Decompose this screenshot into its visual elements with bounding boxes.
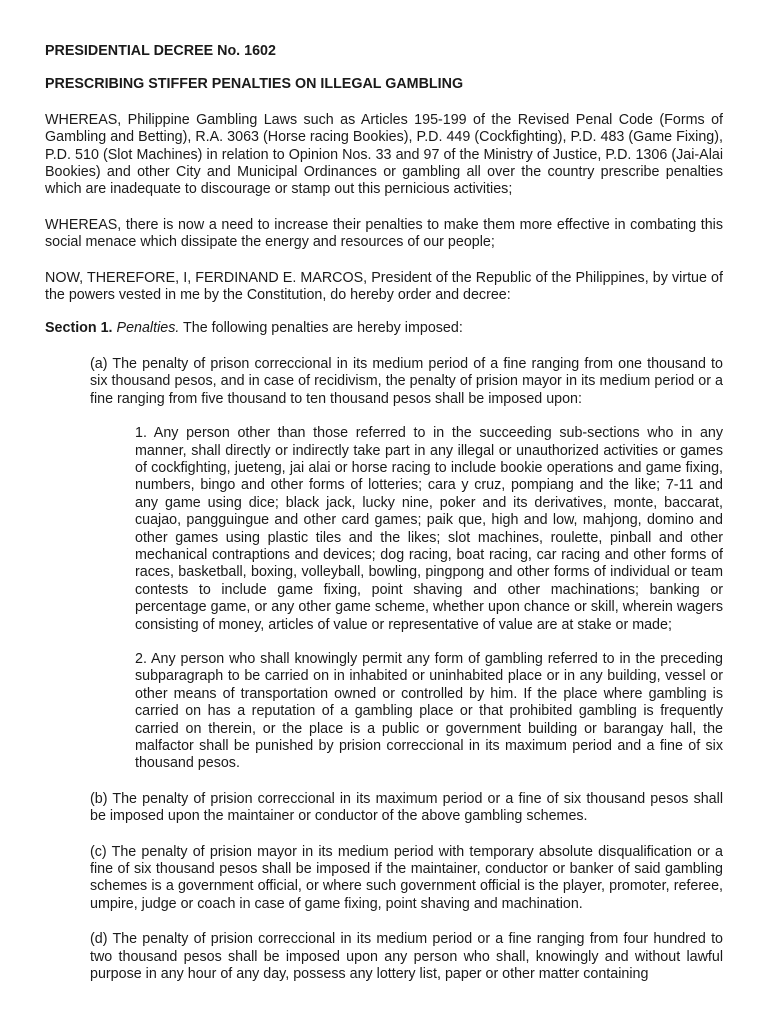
document-page: [45, 35, 723, 983]
item-2: 2. Any person who shall knowingly permit any form of gambling referred to in the preceding subparagraph to be carried on in inhabited or uninhabited place or in any building, vessel or other means of transportation owned or controlled by him. If the place where gambling is carried on has a reputation of a gambling place or that prohibited gambling is frequently carried on therein, or the place is a public or government building or barangay hall, the malfactor shall be punished by prision correccional in its maximum period and a fine of six thousand pesos.: [135, 650, 723, 772]
section-intro: The following penalties are hereby imposed:: [183, 320, 463, 337]
section-topic: Penalties.: [116, 320, 180, 337]
section-1-heading: [45, 320, 723, 337]
whereas-clause-2: WHEREAS, there is now a need to increase their penalties to make them more effective in combating this social menace which dissipate the energy and resources of our people;: [45, 216, 723, 251]
paragraph-b: (b) The penalty of prision correccional in its maximum period or a fine of six thousand pesos shall be imposed upon the maintainer or conductor of the above gambling schemes.: [90, 790, 723, 825]
decree-subtitle: PRESCRIBING STIFFER PENALTIES ON ILLEGAL GAMBLING: [45, 76, 464, 93]
paragraph-c: (c) The penalty of prision mayor in its medium period with temporary absolute disqualification or a fine of six thousand pesos shall be imposed if the maintainer, conductor or banker of said gambling schemes is a government official, or where such government official is the player, promoter, referee, umpire, judge or coach in case of game fixing, point shaving and machination.: [90, 843, 723, 912]
section-label: Section 1.: [45, 320, 113, 337]
paragraph-a: (a) The penalty of prison correccional in its medium period of a fine ranging from one thousand to six thousand pesos, and in case of recidivism, the penalty of prision mayor in its medium period or a fine ranging from five thousand to ten thousand pesos shall be imposed upon:: [90, 355, 723, 407]
decree-title: PRESIDENTIAL DECREE No. 1602: [45, 43, 276, 59]
enacting-clause: NOW, THEREFORE, I, FERDINAND E. MARCOS, President of the Republic of the Philippines, by virtue of the powers vested in me by the Constitution, do hereby order and decree:: [45, 269, 723, 304]
whereas-clause-1: WHEREAS, Philippine Gambling Laws such as Articles 195-199 of the Revised Penal Code (Forms of Gambling and Betting), R.A. 3063 (Horse racing Bookies), P.D. 449 (Cockfighting), P.D. 483 (Game Fixing), P.D. 510 (Slot Machines) in relation to Opinion Nos. 33 and 97 of the Ministry of Justice, P.D. 1306 (Jai-Alai Bookies) and other City and Municipal Ordinances or gambling all over the country prescribe penalties which are inadequate to discourage or stamp out this pernicious activities;: [45, 111, 723, 198]
item-1: 1. Any person other than those referred to in the succeeding sub-sections who in any manner, shall directly or indirectly take part in any illegal or unauthorized activities or games of cockfighting, jueteng, jai alai or horse racing to include bookie operations and game fixing, numbers, bingo and other forms of lotteries; cara y cruz, pompiang and the like; 7-11 and any game using dice; black jack, lucky nine, poker and its derivatives, monte, baccarat, cuajao, pangguingue and other card games; paik que, high and low, mahjong, domino and other games using plastic tiles and the likes; slot machines, roulette, pinball and other mechanical contraptions and devices; dog racing, boat racing, car racing and other forms of races, basketball, boxing, volleyball, bowling, pingpong and other forms of individual or team contests to include game fixing, point shaving and other machinations; banking or percentage game, or any other game scheme, whether upon chance or skill, wherein wagers consisting of money, articles of value or representative of value are at stake or made;: [135, 425, 723, 633]
paragraph-d: (d) The penalty of prision correccional in its medium period or a fine ranging from four hundred to two thousand pesos shall be imposed upon any person who shall, knowingly and without lawful purpose in any hour of any day, possess any lottery list, paper or other matter containing: [90, 931, 723, 983]
